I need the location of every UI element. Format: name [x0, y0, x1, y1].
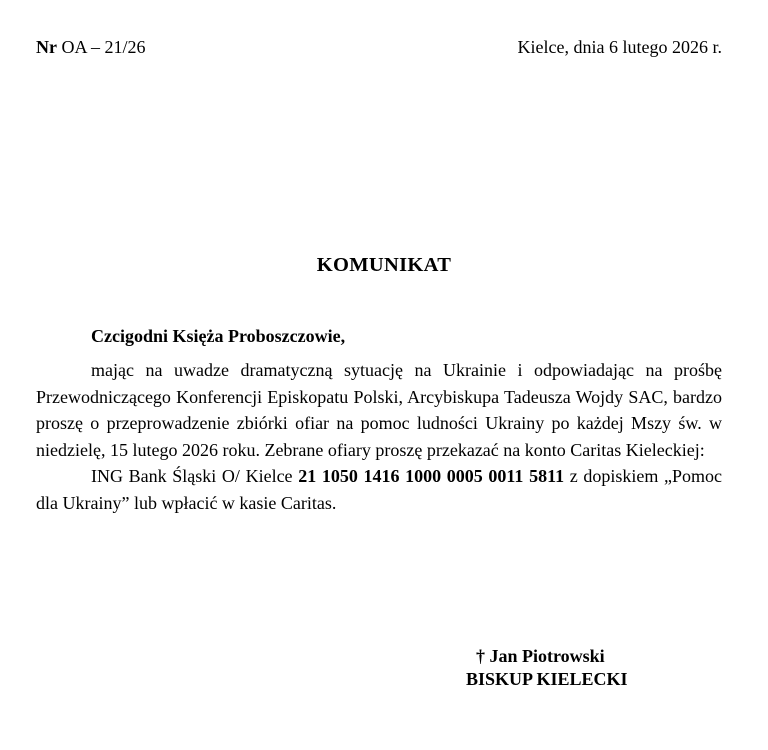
reference-prefix: Nr	[36, 37, 57, 57]
payment-note: z dopiskiem „Pomoc dla Ukrainy” lub wpłacić w kasie Caritas.	[36, 466, 723, 513]
salutation: Czcigodni Księża Proboszczowie,	[91, 326, 346, 346]
document-title: KOMUNIKAT	[316, 254, 452, 276]
body-paragraph-2	[36, 463, 722, 516]
bank-account-number: 21 1050 1416 1000 0005 0011 5811	[298, 466, 565, 486]
body-paragraph-1: mając na uwadze dramatyczną sytuację na Ukrainie i odpowiadając na prośbę Przewodniczącego Konferencji Episkopatu Polski, Arcybiskupa Tadeusza Wojdy SAC, bardzo proszę o przeprowadzenie zbiórki ofiar na pomoc ludności Ukrainy po każdej Mszy św. w niedzielę, 15 lutego 2026 roku. Zebrane ofiary proszę przekazać na konto Caritas Kieleckiej:	[36, 360, 722, 460]
signatory-title: BISKUP KIELECKI	[466, 669, 628, 689]
document-body	[36, 357, 722, 516]
reference-number	[36, 37, 146, 57]
bank-name: ING Bank Śląski O/ Kielce	[91, 466, 299, 486]
place-date: Kielce, dnia 6 lutego 2026 r.	[517, 37, 722, 57]
signatory-name: † Jan Piotrowski	[476, 646, 605, 666]
reference-value: OA – 21/26	[57, 37, 146, 57]
